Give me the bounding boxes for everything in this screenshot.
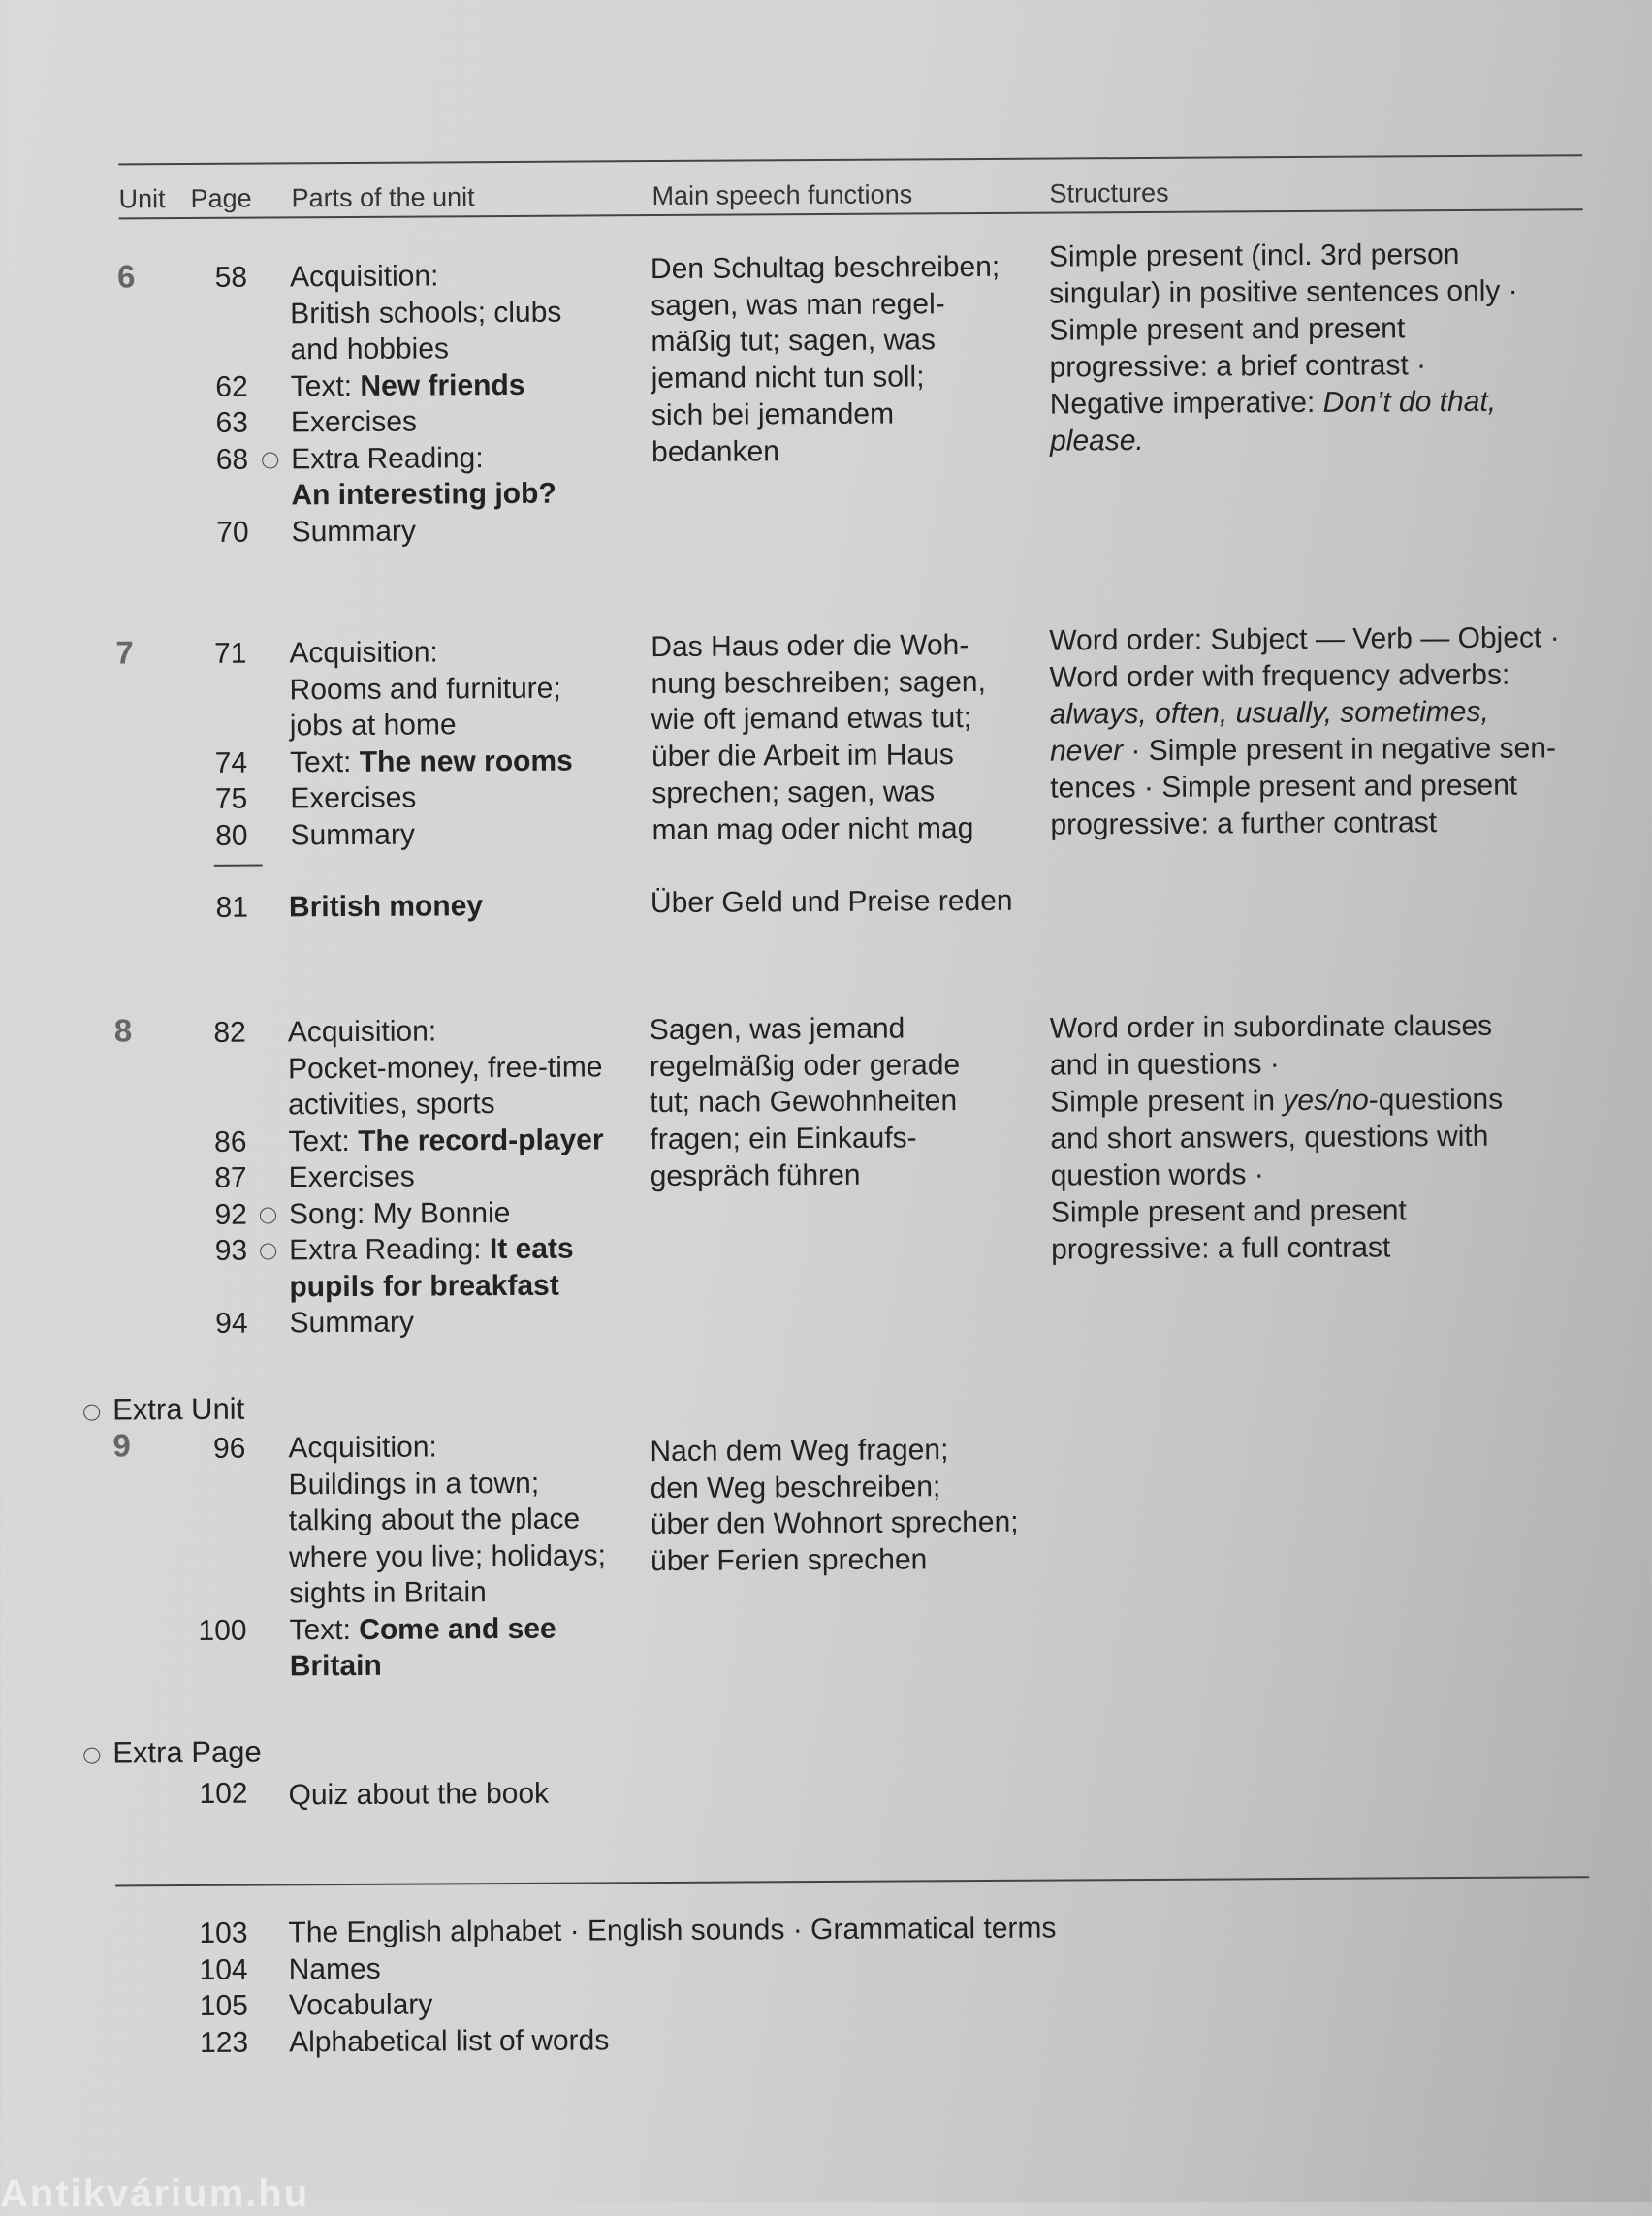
part-prefix: Text: [289, 745, 360, 778]
optional-circle-icon [260, 1207, 276, 1223]
appendix-text: Names [288, 1952, 381, 1985]
structure-line: progressive: a brief contrast · [1049, 349, 1427, 384]
page-number: 92 [214, 1198, 248, 1231]
structure-text: -questions [1368, 1083, 1504, 1117]
structure-line: Simple present and present [1050, 1194, 1407, 1229]
unit-6-speech [651, 249, 1059, 471]
page-number: 70 [216, 516, 249, 549]
extra-unit-text: Extra Unit [112, 1391, 245, 1427]
part-line: Exercises [288, 1160, 415, 1194]
part-line [289, 1609, 677, 1648]
appendix-list [121, 1911, 1057, 2062]
optional-circle-icon [262, 452, 278, 468]
structure-line: always, often, usually, sometimes, [1049, 695, 1489, 731]
unit-8-structures [1050, 1007, 1624, 1269]
page-number [111, 1539, 246, 1576]
part-line: where you live; holidays; [288, 1538, 607, 1573]
page-number: 82 [213, 1016, 246, 1049]
part-line: Pocket-money, free-time [287, 1050, 603, 1085]
unit-6-pages [111, 260, 249, 552]
speech-line: Das Haus oder die Woh- [651, 629, 969, 664]
structure-line: Word order in subordinate clauses [1049, 1009, 1493, 1045]
unit-9-number: 9 [112, 1427, 131, 1464]
speech-line: jemand nicht tun soll; [651, 361, 925, 396]
part-line: jobs at home [289, 709, 457, 743]
part-line: Exercises [290, 781, 417, 815]
part-line [291, 366, 659, 405]
page-number [111, 1504, 246, 1540]
unit-7-structures [1049, 619, 1622, 844]
part-title: The record-player [358, 1123, 604, 1157]
header-unit: Unit [118, 184, 166, 214]
page-number: 86 [213, 1125, 247, 1158]
appendix-page: 123 [199, 2026, 249, 2059]
structure-example: Don’t do that, [1322, 385, 1497, 419]
appendix-row [122, 2019, 1057, 2061]
appendix-row [122, 1983, 1057, 2025]
part-line [291, 439, 659, 478]
structure-line: singular) in positive sentences only · [1049, 274, 1518, 310]
page-number: 80 [215, 819, 248, 852]
structure-line: please. [1049, 424, 1144, 458]
page-number [111, 1576, 246, 1613]
unit-7-pages [111, 636, 247, 855]
header-structures: Structures [1049, 177, 1169, 208]
appendix-row [122, 1947, 1057, 1988]
part-text: Extra Reading: [291, 441, 484, 475]
page-number: 71 [213, 637, 247, 670]
page-number: 96 [212, 1432, 246, 1465]
speech-line: gespräch führen [650, 1158, 861, 1192]
appendix-page: 104 [199, 1953, 248, 1986]
part-line: Summary [290, 818, 415, 851]
extra-unit-label [83, 1392, 244, 1428]
unit-7-speech [651, 627, 1059, 849]
page-number [111, 332, 247, 369]
page-number: 74 [214, 746, 248, 779]
structure-example: never [1049, 735, 1124, 768]
speech-line: fragen; ein Einkaufs- [650, 1122, 917, 1156]
unit-6-parts [290, 257, 660, 550]
part-prefix: Extra Reading: [289, 1233, 491, 1267]
unit-8-parts [288, 1012, 678, 1342]
british-money-speech: Über Geld und Preise reden [650, 884, 1013, 920]
page-number [112, 478, 248, 515]
part-line: activities, sports [288, 1088, 495, 1122]
part-prefix: Text: [289, 1613, 360, 1646]
part-line: and hobbies [290, 332, 450, 366]
part-line: Exercises [290, 405, 418, 439]
part-line [289, 1193, 677, 1232]
part-line: Summary [289, 1306, 415, 1340]
speech-line: über Ferien sprechen [651, 1543, 928, 1578]
part-title: Come and see [359, 1612, 556, 1646]
structure-line: Word order: Subject — Verb — Object · [1049, 621, 1560, 657]
speech-line: Sagen, was jemand [649, 1012, 905, 1047]
part-line: British schools; clubs [290, 296, 562, 330]
appendix-page: 103 [199, 1916, 248, 1949]
structure-text: Simple present in [1050, 1085, 1284, 1119]
unit-9-parts [288, 1428, 678, 1685]
speech-line: den Weg beschreiben; [650, 1470, 941, 1504]
speech-line: nung beschreiben; sagen, [651, 665, 986, 700]
speech-line: Nach dem Weg fragen; [650, 1434, 949, 1469]
speech-line: sprechen; sagen, was [651, 776, 936, 809]
part-prefix: Text: [290, 369, 361, 402]
page-number: 93 [214, 1234, 248, 1267]
header-page: Page [190, 183, 252, 213]
british-money-page: 81 [215, 891, 249, 924]
part-line: Acquisition: [289, 260, 439, 294]
page-number [111, 1467, 246, 1504]
structure-example: yes/no [1283, 1084, 1369, 1118]
page-number [111, 1088, 246, 1124]
part-line: Acquisition: [288, 1431, 437, 1465]
appendix-text: The English alphabet · English sounds · Grammatical terms [288, 1912, 1057, 1949]
part-line: Summary [291, 515, 417, 548]
structure-line [1050, 1081, 1622, 1122]
appendix-text: Alphabetical list of words [289, 2023, 610, 2058]
structure-text: · Simple present in negative sen- [1122, 732, 1557, 768]
structure-text: Negative imperative: [1049, 386, 1323, 421]
page-number [111, 1051, 246, 1088]
unit-8-pages [111, 1015, 248, 1343]
appendix-text: Vocabulary [288, 1988, 433, 2022]
british-money-title: British money [288, 890, 484, 924]
speech-line: Den Schultag beschreiben; [650, 250, 1001, 286]
extra-page-title: Quiz about the book [288, 1777, 550, 1812]
extra-page-number: 102 [199, 1777, 248, 1810]
speech-line: sagen, was man regel- [651, 287, 945, 322]
part-line: Rooms and furniture; [289, 672, 561, 706]
part-line: Acquisition: [287, 1015, 437, 1049]
part-text: Song: My Bonnie [288, 1196, 511, 1230]
page-number [111, 1649, 247, 1686]
page-number: 62 [215, 370, 248, 403]
speech-line: sich bei jemandem [651, 397, 895, 431]
watermark: Antikvárium.hu [0, 2172, 310, 2215]
structure-line: progressive: a full contrast [1051, 1231, 1391, 1266]
speech-line: wie oft jemand etwas tut; [651, 702, 972, 737]
structure-line: and in questions · [1049, 1048, 1280, 1082]
unit-6-structures [1049, 236, 1622, 460]
unit-9-pages [110, 1431, 247, 1686]
speech-line: man mag oder nicht mag [651, 811, 974, 846]
part-line: pupils for breakfast [289, 1269, 559, 1303]
part-line [290, 743, 658, 781]
speech-line: über die Arbeit im Haus [651, 739, 954, 774]
unit-8-speech [650, 1010, 1058, 1195]
part-title: The new rooms [359, 744, 573, 778]
unit-9-speech [650, 1431, 1077, 1579]
speech-line: über den Wohnort sprechen; [650, 1506, 1019, 1541]
page-number: 100 [198, 1614, 247, 1647]
optional-circle-icon [260, 1243, 276, 1259]
part-line: Acquisition: [289, 636, 438, 670]
british-money-rule [214, 865, 263, 867]
page-number: 58 [214, 261, 248, 294]
part-line: talking about the place [288, 1503, 581, 1537]
structure-line: progressive: a further contrast [1050, 807, 1438, 841]
appendix-page: 105 [199, 1989, 249, 2022]
structure-line: Simple present and present [1049, 312, 1406, 347]
part-line [288, 1121, 676, 1159]
page-number [111, 296, 247, 332]
speech-line: regelmäßig oder gerade [649, 1048, 961, 1083]
speech-line: mäßig tut; sagen, was [651, 324, 936, 359]
page-number [111, 1269, 247, 1306]
part-title: New friends [360, 368, 525, 402]
structure-line [1050, 730, 1622, 771]
optional-circle-icon [83, 1748, 100, 1764]
page-number: 87 [214, 1161, 247, 1194]
unit-6-number: 6 [116, 258, 136, 295]
speech-line: bedanken [651, 434, 780, 468]
header-parts: Parts of the unit [291, 182, 475, 213]
appendix-row [121, 1911, 1056, 1952]
page-number [111, 672, 247, 709]
structure-line: Word order with frequency adverbs: [1049, 658, 1510, 694]
page-number: 68 [215, 443, 249, 476]
header-top-rule [118, 154, 1582, 165]
structure-line: Simple present (incl. 3rd person [1048, 237, 1460, 273]
optional-circle-icon [83, 1405, 100, 1421]
structure-line: tences · Simple present and present [1050, 769, 1518, 805]
extra-page-text: Extra Page [112, 1734, 262, 1770]
header-speech: Main speech functions [651, 179, 913, 211]
structure-line [1050, 383, 1622, 424]
part-line: An interesting job? [291, 477, 556, 512]
appendix-rule [115, 1876, 1589, 1886]
part-line [289, 1230, 677, 1269]
unit-8-number: 8 [113, 1012, 133, 1049]
page-number: 63 [215, 406, 249, 439]
structure-line: question words · [1050, 1158, 1264, 1192]
speech-line: tut; nach Gewohnheiten [650, 1085, 958, 1120]
structure-line: and short answers, questions with [1050, 1120, 1489, 1155]
part-line: Buildings in a town; [288, 1467, 540, 1501]
page-number: 94 [215, 1307, 248, 1340]
page-number: 75 [214, 782, 248, 815]
part-line: Britain [289, 1649, 382, 1683]
unit-7-parts [289, 633, 658, 853]
page-number [111, 709, 247, 745]
extra-page-label [83, 1735, 262, 1771]
part-title: It eats [489, 1232, 574, 1266]
part-prefix: Text: [288, 1124, 359, 1157]
unit-7-number: 7 [115, 634, 134, 671]
part-line: sights in Britain [289, 1576, 487, 1610]
